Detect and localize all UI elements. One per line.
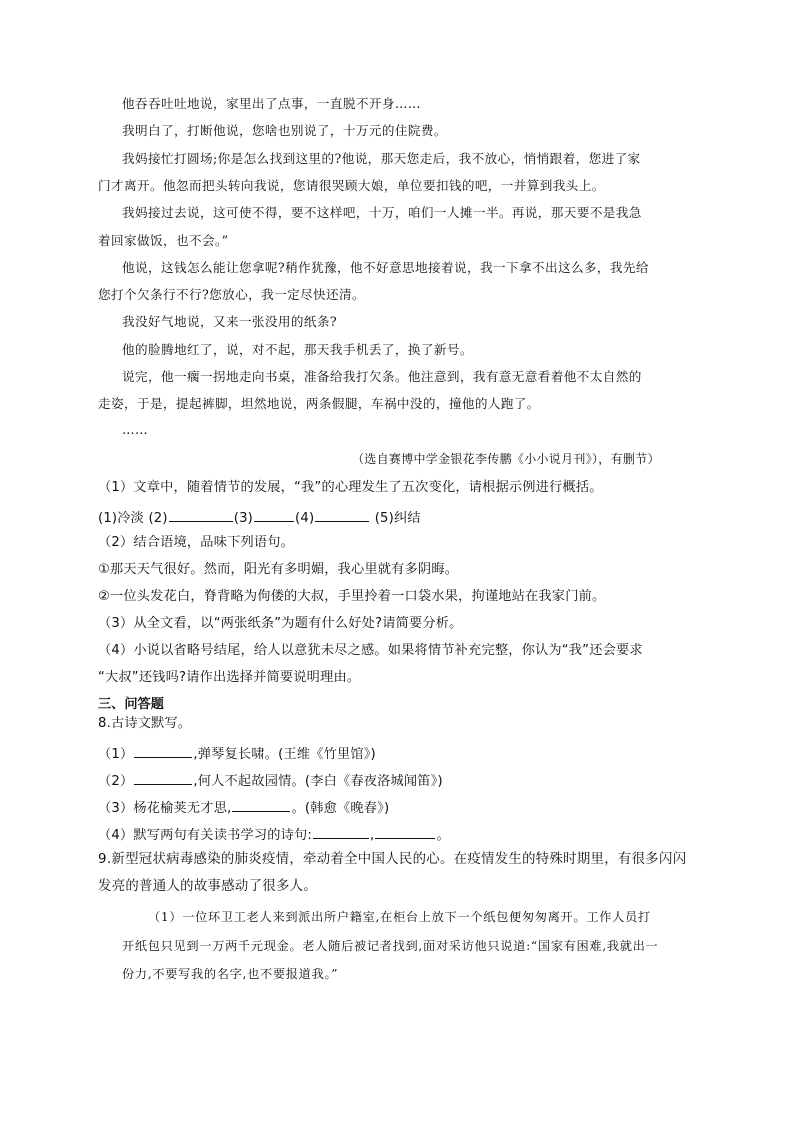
answer-blank[interactable] bbox=[232, 799, 290, 812]
answer-label: (3) bbox=[233, 511, 254, 526]
story-line: 您打个欠条行不行?您放心，我一定尽快还清。 bbox=[98, 287, 366, 302]
question-7-4-line2: “大叔”还钱吗?请作出选择并简要说明理由。 bbox=[98, 670, 361, 685]
item-text: 。 bbox=[436, 828, 450, 843]
story-line: 我妈接过去说，这可使不得，要不这样吧，十万，咱们一人摊一半。再说，那天要不是我急 bbox=[122, 205, 642, 220]
question-8-3 bbox=[98, 799, 389, 815]
story-line: 他吞吞吐吐地说，家里出了点事，一直脱不开身…… bbox=[122, 96, 421, 111]
answer-blank[interactable] bbox=[134, 772, 192, 785]
item-text: 。(韩愈《晚春》) bbox=[291, 801, 390, 816]
question-7-3: （3）从全文看，以“两张纸条”为题有什么好处?请简要分析。 bbox=[98, 616, 463, 631]
story-line: 着回家做饭，也不会。” bbox=[98, 233, 229, 248]
question-8-1 bbox=[98, 745, 376, 761]
item-text: ,弹琴复长啸。(王维《竹里馆》) bbox=[193, 747, 376, 762]
item-label: （1） bbox=[98, 747, 134, 762]
question-9-sub-line3: 份力,不要写我的名字,也不要报道我。” bbox=[122, 967, 339, 981]
answer-blank[interactable] bbox=[169, 509, 233, 522]
item-text: （4）默写两句有关读书学习的诗句: bbox=[98, 828, 313, 843]
story-line: 门才离开。他忽而把头转向我说，您请很哭顾大娘，单位要扣钱的吧，一并算到我头上。 bbox=[98, 178, 605, 193]
question-7-1: （1）文章中，随着情节的发展，“我”的心理发生了五次变化，请根据示例进行概括。 bbox=[98, 480, 603, 495]
item-label: （2） bbox=[98, 774, 134, 789]
answer-blank[interactable] bbox=[313, 826, 369, 839]
story-line: 我明白了，打断他说，您啥也别说了，十万元的住院费。 bbox=[122, 123, 447, 138]
question-7-4-line1: （4）小说以省略号结尾，给人以意犹未尽之感。如果将情节补充完整，你认为“我”还会要求 bbox=[98, 643, 643, 658]
story-line: 说完，他一瘸一拐地走向书桌，准备给我打欠条。他注意到，我有意无意看着他不太自然的 bbox=[122, 369, 642, 384]
question-7-2: （2）结合语境，品味下列语句。 bbox=[98, 535, 295, 550]
item-text: , bbox=[370, 828, 375, 843]
story-line: 他的脸腾地红了，说，对不起，那天我手机丢了，换了新号。 bbox=[122, 342, 473, 357]
answer-blank[interactable] bbox=[315, 509, 369, 522]
item-text: （3）杨花榆荚无才思, bbox=[98, 801, 232, 816]
source-citation: （选自赛博中学金银花李传鹏《小小说月刊》），有删节） bbox=[352, 452, 660, 466]
question-8-title: 8.古诗文默写。 bbox=[98, 716, 192, 731]
question-8-2 bbox=[98, 772, 443, 788]
answer-blank[interactable] bbox=[375, 826, 435, 839]
question-7-1-answer-row bbox=[98, 509, 421, 525]
item-text: ,何人不起故园情。(李白《春夜洛城闻笛》) bbox=[193, 774, 443, 789]
question-9-line1: 9.新型冠状病毒感染的肺炎疫情，牵动着全中国人民的心。在疫情发生的特殊时期里，有很多闪闪 bbox=[98, 852, 687, 867]
answer-blank[interactable] bbox=[254, 509, 294, 522]
story-line: 他说，这钱怎么能让您拿呢?稍作犹豫，他不好意思地接着说，我一下拿不出这么多，我先给 bbox=[122, 260, 649, 275]
question-9-line2: 发亮的普通人的故事感动了很多人。 bbox=[98, 879, 318, 894]
question-7-2-sentence-a: ①那天天气很好。然而，阳光有多明媚，我心里就有多阴晦。 bbox=[98, 562, 459, 577]
story-line: 走姿，于是，提起裤脚，坦然地说，两条假腿，车祸中没的，撞他的人跑了。 bbox=[98, 396, 540, 411]
story-line: 我妈接忙打圆场;你是怎么找到这里的?他说，那天您走后，我不放心，悄悄跟着，您进了家 bbox=[122, 151, 641, 166]
answer-label: (4) bbox=[295, 511, 315, 526]
story-ellipsis: …… bbox=[122, 422, 148, 437]
question-7-2-sentence-b: ②一位头发花白，脊背略为佝偻的大叔，手里拎着一口袋水果，拘谨地站在我家门前。 bbox=[98, 589, 606, 604]
answer-label: (5)纠结 bbox=[374, 511, 421, 526]
answer-label: (1)冷淡 (2) bbox=[98, 511, 168, 526]
question-9-sub-line1: （1）一位环卫工老人来到派出所户籍室,在柜台上放下一个纸包便匆匆离开。工作人员打 bbox=[148, 910, 651, 924]
section-heading: 三、问答题 bbox=[98, 697, 164, 712]
question-8-4 bbox=[98, 826, 450, 842]
question-9-sub-line2: 开纸包只见到一万两千元现金。老人随后被记者找到,面对采访他只说道:“国家有困难,我就出一 bbox=[122, 939, 659, 953]
answer-blank[interactable] bbox=[134, 745, 192, 758]
story-line: 我没好气地说，又来一张没用的纸条? bbox=[122, 314, 338, 329]
